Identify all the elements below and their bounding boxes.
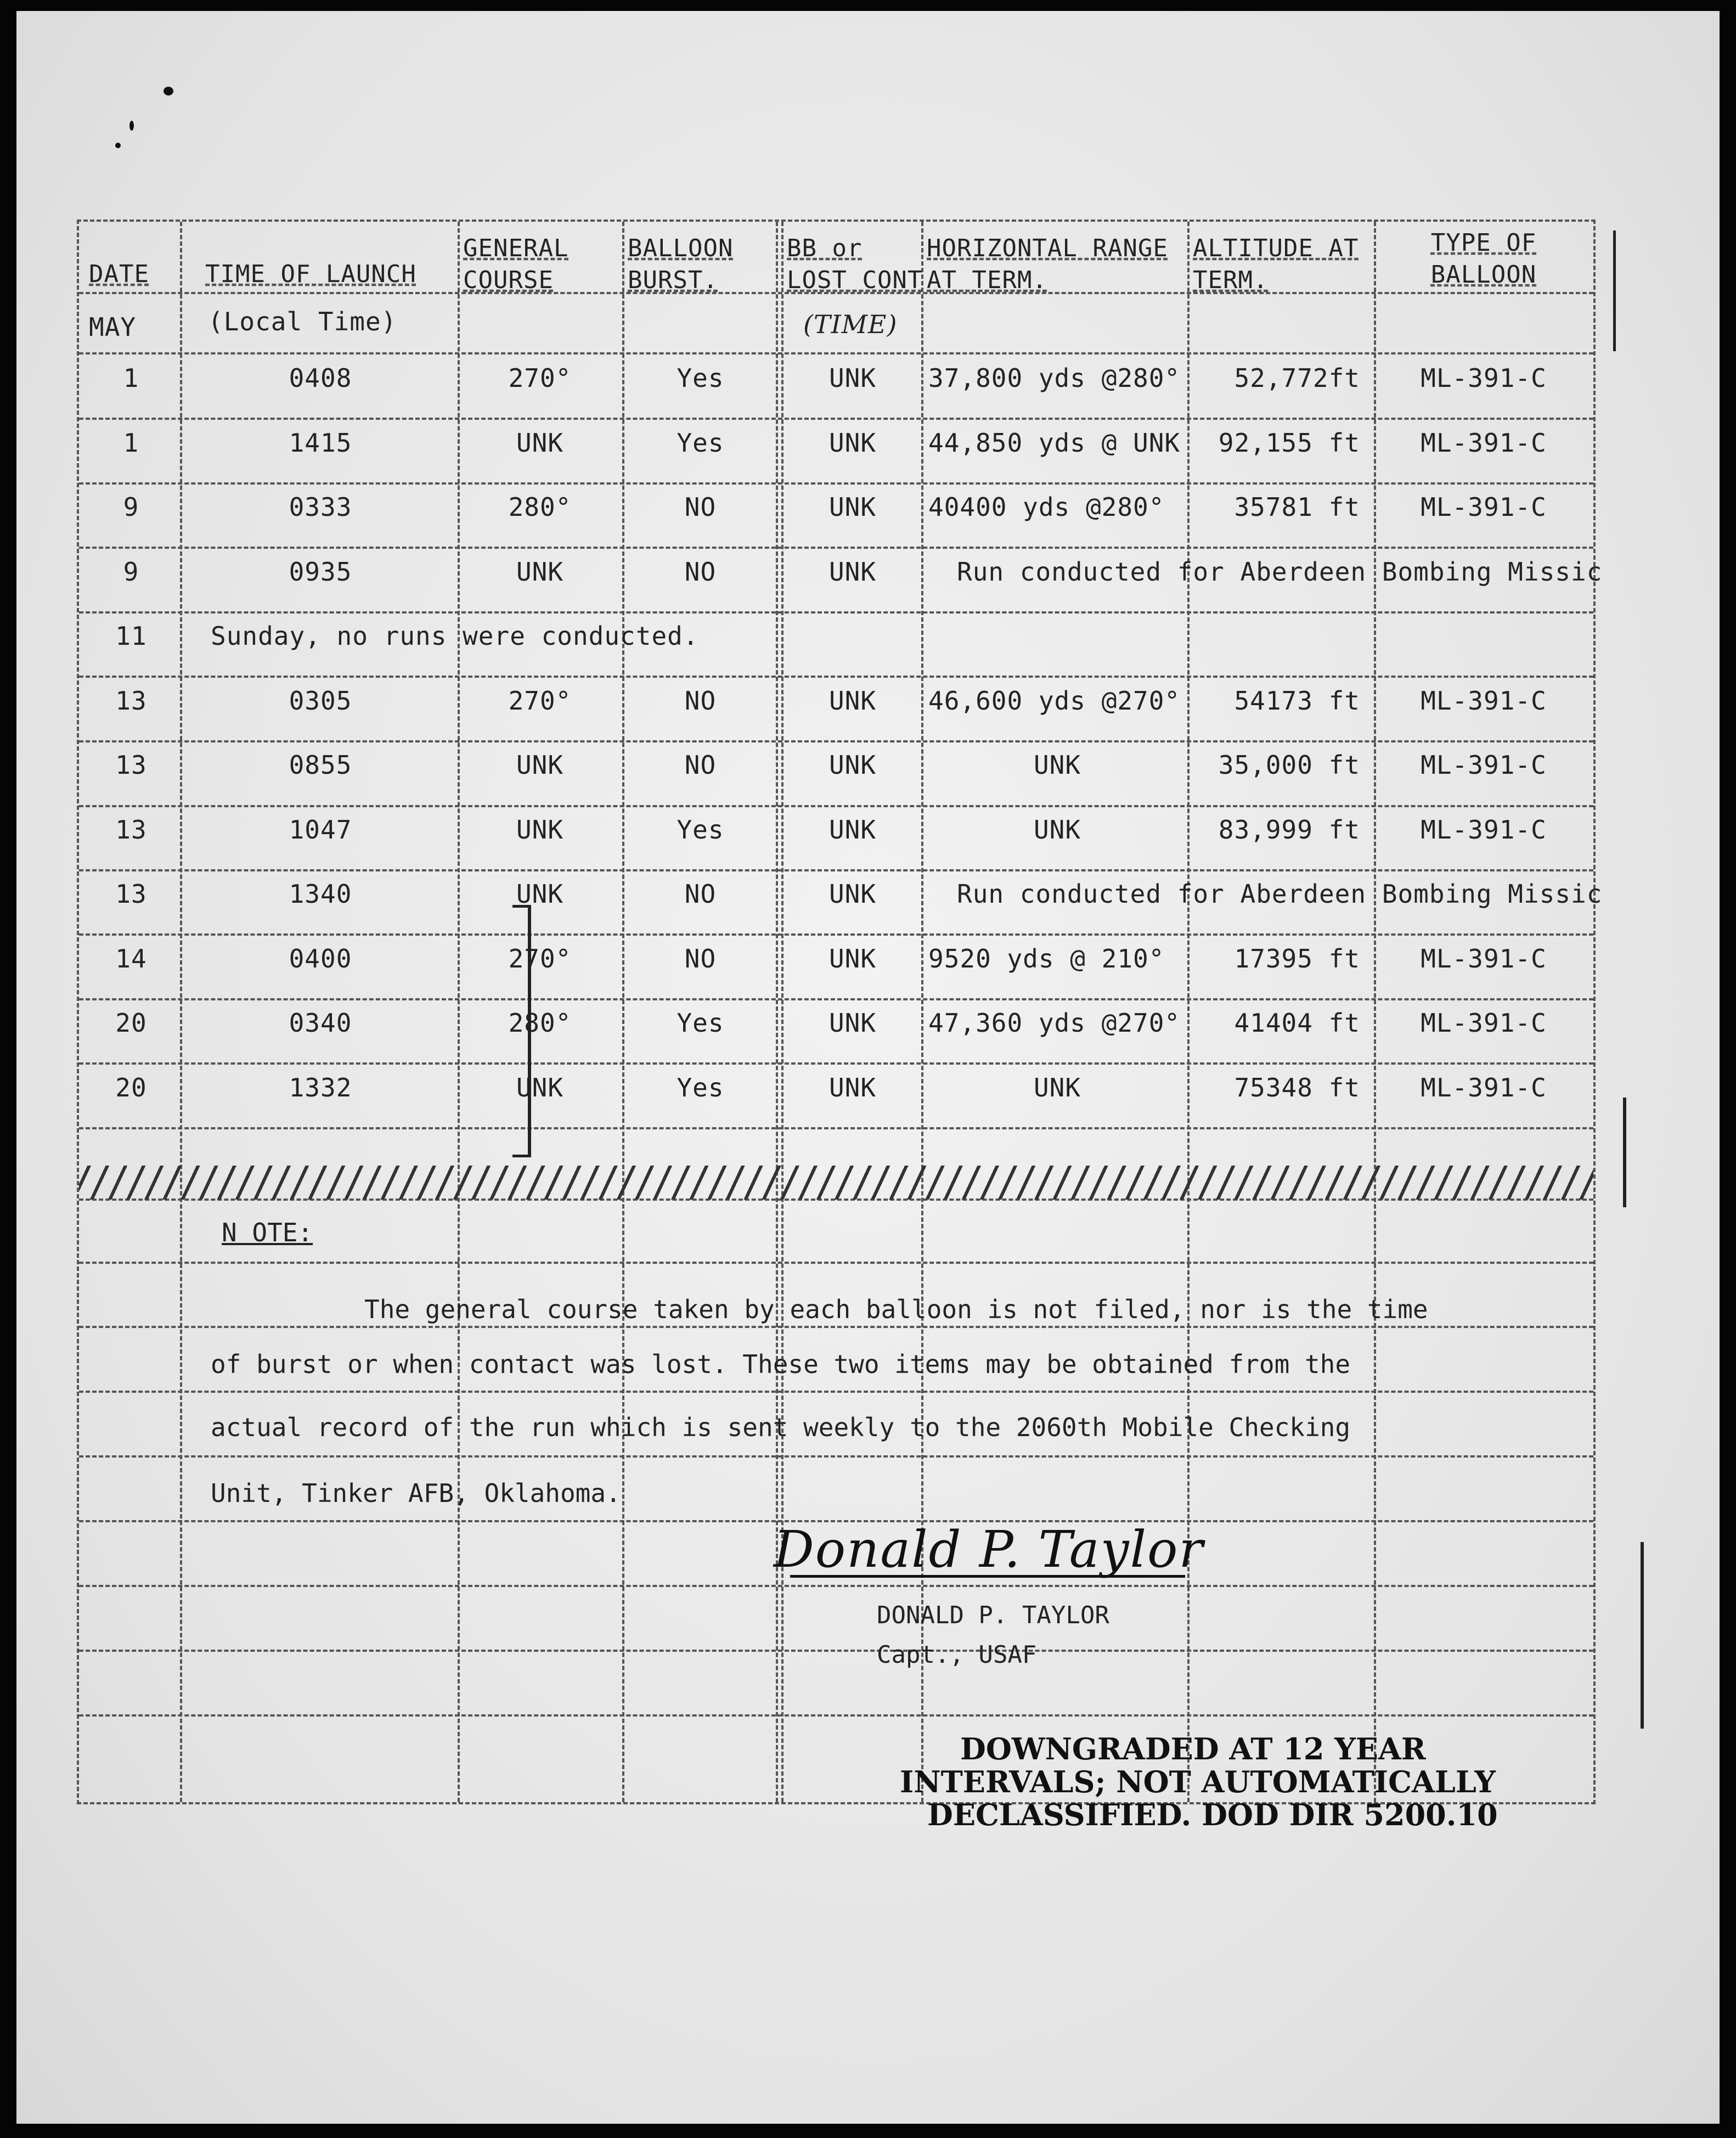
row-divider	[79, 1585, 1593, 1587]
cell-date: 1	[123, 363, 139, 393]
row-divider	[79, 611, 1593, 614]
cell-altitude: 41404 ft	[1234, 1008, 1360, 1038]
cell-date: 13	[115, 814, 147, 845]
dust-speck	[129, 121, 134, 131]
cell-altitude: 75348 ft	[1234, 1072, 1360, 1102]
row-divider	[79, 1062, 1593, 1065]
cell-bb: UNK	[828, 943, 877, 974]
cell-course: 270°	[508, 943, 572, 974]
header-time-of-launch: TIME OF LAUNCH	[205, 260, 416, 288]
cell-range: 40400 yds @280°	[928, 492, 1165, 522]
cell-date: 13	[115, 879, 147, 909]
row-divider	[79, 1127, 1593, 1129]
cell-range: Run conducted for Aberdeen Bombing Missic	[957, 879, 1603, 909]
note-line-2: of burst or when contact was lost. These two items may be obtained from the	[211, 1349, 1351, 1379]
cell-course: UNK	[516, 750, 564, 780]
subheader-month: MAY	[89, 312, 137, 342]
header-balloon-burst: BALLOON BURST.	[628, 234, 734, 294]
dust-speck	[164, 87, 173, 95]
cell-altitude: 35781 ft	[1234, 492, 1360, 522]
cell-course: 280°	[508, 492, 572, 522]
cell-date: 14	[115, 943, 147, 974]
cell-range: 9520 yds @ 210°	[928, 943, 1165, 974]
header-altitude: ALTITUDE AT TERM.	[1193, 234, 1359, 294]
cell-burst: Yes	[677, 363, 724, 393]
cell-course: UNK	[516, 879, 564, 909]
cell-time: 0340	[289, 1008, 352, 1038]
cell-time: 0855	[289, 750, 352, 780]
cell-altitude: 83,999 ft	[1218, 814, 1360, 845]
grouping-bracket	[512, 905, 531, 1157]
cell-time: 1332	[289, 1072, 352, 1102]
cell-range: 47,360 yds @270°	[928, 1008, 1181, 1038]
cell-date: 20	[115, 1072, 147, 1102]
column-divider	[1374, 222, 1376, 1802]
cell-type: ML-391-C	[1421, 492, 1547, 522]
cell-type: ML-391-C	[1421, 814, 1547, 845]
cell-altitude: 35,000 ft	[1218, 750, 1360, 780]
cell-course: 270°	[508, 685, 572, 716]
cell-type: ML-391-C	[1421, 685, 1547, 716]
cell-burst: NO	[684, 943, 717, 974]
row-divider	[79, 933, 1593, 936]
cell-burst: Yes	[677, 427, 724, 458]
row-divider	[79, 352, 1593, 355]
row-divider	[79, 1455, 1593, 1458]
cell-bb: UNK	[828, 427, 877, 458]
cell-bb: UNK	[828, 879, 877, 909]
row-divider	[79, 869, 1593, 871]
cell-bb: UNK	[828, 556, 877, 587]
cell-bb: UNK	[828, 1008, 877, 1038]
signer-name: DONALD P. TAYLOR	[877, 1601, 1109, 1629]
cell-time: 1340	[289, 879, 352, 909]
cell-bb: UNK	[828, 685, 877, 716]
cell-burst: NO	[684, 556, 717, 587]
cell-time: 0935	[289, 556, 352, 587]
column-divider	[180, 222, 182, 1802]
row-divider	[79, 805, 1593, 807]
cell-date: 9	[123, 556, 139, 587]
cell-range: UNK	[1033, 1072, 1081, 1102]
note-line-1: The general course taken by each balloon is not filed, nor is the time	[364, 1295, 1428, 1324]
cell-date: 13	[115, 750, 147, 780]
cell-course: UNK	[516, 814, 564, 845]
margin-mark	[1641, 1542, 1644, 1729]
row-divider	[79, 1714, 1593, 1717]
cell-range: UNK	[1033, 750, 1081, 780]
cell-burst: Yes	[677, 1008, 724, 1038]
cell-course: UNK	[516, 427, 564, 458]
cell-bb: UNK	[828, 750, 877, 780]
header-horizontal-range: HORIZONTAL RANGE AT TERM.	[927, 234, 1168, 294]
cell-altitude: 92,155 ft	[1218, 427, 1360, 458]
cell-bb: UNK	[828, 363, 877, 393]
cell-time: 0408	[289, 363, 352, 393]
row-divider	[79, 1262, 1593, 1264]
cell-time: 1415	[289, 427, 352, 458]
cell-burst: NO	[684, 492, 717, 522]
cell-range: 44,850 yds @ UNK	[928, 427, 1181, 458]
cell-course: UNK	[516, 556, 564, 587]
row-divider	[79, 482, 1593, 485]
cell-burst: Yes	[677, 1072, 724, 1102]
signer-rank: Capt., USAF	[877, 1641, 1037, 1669]
cell-altitude: 17395 ft	[1234, 943, 1360, 974]
note-line-3: actual record of the run which is sent weekly to the 2060th Mobile Checking	[211, 1413, 1351, 1442]
row-divider	[79, 676, 1593, 678]
subheader-time-note: (TIME)	[803, 310, 898, 339]
cell-date: 13	[115, 685, 147, 716]
cell-altitude: 54173 ft	[1234, 685, 1360, 716]
cell-burst: Yes	[677, 814, 724, 845]
row-divider	[79, 740, 1593, 742]
margin-mark	[1613, 230, 1616, 351]
cell-range: 46,600 yds @270°	[928, 685, 1181, 716]
stamp-line-3: DECLASSIFIED. DOD DIR 5200.10	[927, 1797, 1498, 1832]
margin-mark	[1623, 1098, 1626, 1207]
cell-range: 37,800 yds @280°	[928, 363, 1181, 393]
cell-date: 1	[123, 427, 139, 458]
separator-hatching	[79, 1166, 1593, 1200]
cell-burst: NO	[684, 879, 717, 909]
column-divider	[458, 222, 460, 1802]
stamp-line-1: DOWNGRADED AT 12 YEAR	[960, 1731, 1426, 1766]
column-divider	[622, 222, 624, 1802]
handwritten-signature: Donald P. Taylor	[774, 1520, 1204, 1579]
header-type-of-balloon: TYPE OF BALLOON	[1430, 229, 1537, 289]
cell-date: 11	[115, 621, 147, 651]
cell-type: ML-391-C	[1421, 1008, 1547, 1038]
row-divider	[79, 1391, 1593, 1393]
subheader-local-time: (Local Time)	[208, 307, 397, 336]
dust-speck	[115, 143, 121, 148]
stamp-line-2: INTERVALS; NOT AUTOMATICALLY	[900, 1764, 1496, 1799]
header-bb-or-lost: BB or LOST CONT	[787, 234, 923, 294]
cell-type: ML-391-C	[1421, 427, 1547, 458]
signature-stroke	[790, 1575, 1185, 1578]
cell-type: ML-391-C	[1421, 943, 1547, 974]
cell-type: ML-391-C	[1421, 363, 1547, 393]
cell-time: Sunday, no runs were conducted.	[211, 621, 699, 651]
cell-bb: UNK	[828, 492, 877, 522]
cell-bb: UNK	[828, 814, 877, 845]
cell-burst: NO	[684, 750, 717, 780]
cell-range: Run conducted for Aberdeen Bombing Missic	[957, 556, 1603, 587]
cell-course: UNK	[516, 1072, 564, 1102]
cell-type: ML-391-C	[1421, 750, 1547, 780]
note-line-4: Unit, Tinker AFB, Oklahoma.	[211, 1478, 621, 1508]
cell-time: 0400	[289, 943, 352, 974]
header-general-course: GENERAL COURSE	[463, 234, 569, 294]
row-divider	[79, 1326, 1593, 1328]
cell-burst: NO	[684, 685, 717, 716]
cell-time: 1047	[289, 814, 352, 845]
row-divider	[79, 418, 1593, 420]
cell-course: 270°	[508, 363, 572, 393]
cell-date: 9	[123, 492, 139, 522]
cell-time: 0333	[289, 492, 352, 522]
cell-range: UNK	[1033, 814, 1081, 845]
cell-date: 20	[115, 1008, 147, 1038]
header-date: DATE	[89, 260, 149, 288]
cell-time: 0305	[289, 685, 352, 716]
row-divider	[79, 547, 1593, 549]
cell-altitude: 52,772ft	[1234, 363, 1360, 393]
cell-course: 280°	[508, 1008, 572, 1038]
note-label: N OTE:	[222, 1218, 313, 1247]
row-divider	[79, 1650, 1593, 1652]
row-divider	[79, 998, 1593, 1000]
cell-bb: UNK	[828, 1072, 877, 1102]
cell-type: ML-391-C	[1421, 1072, 1547, 1102]
